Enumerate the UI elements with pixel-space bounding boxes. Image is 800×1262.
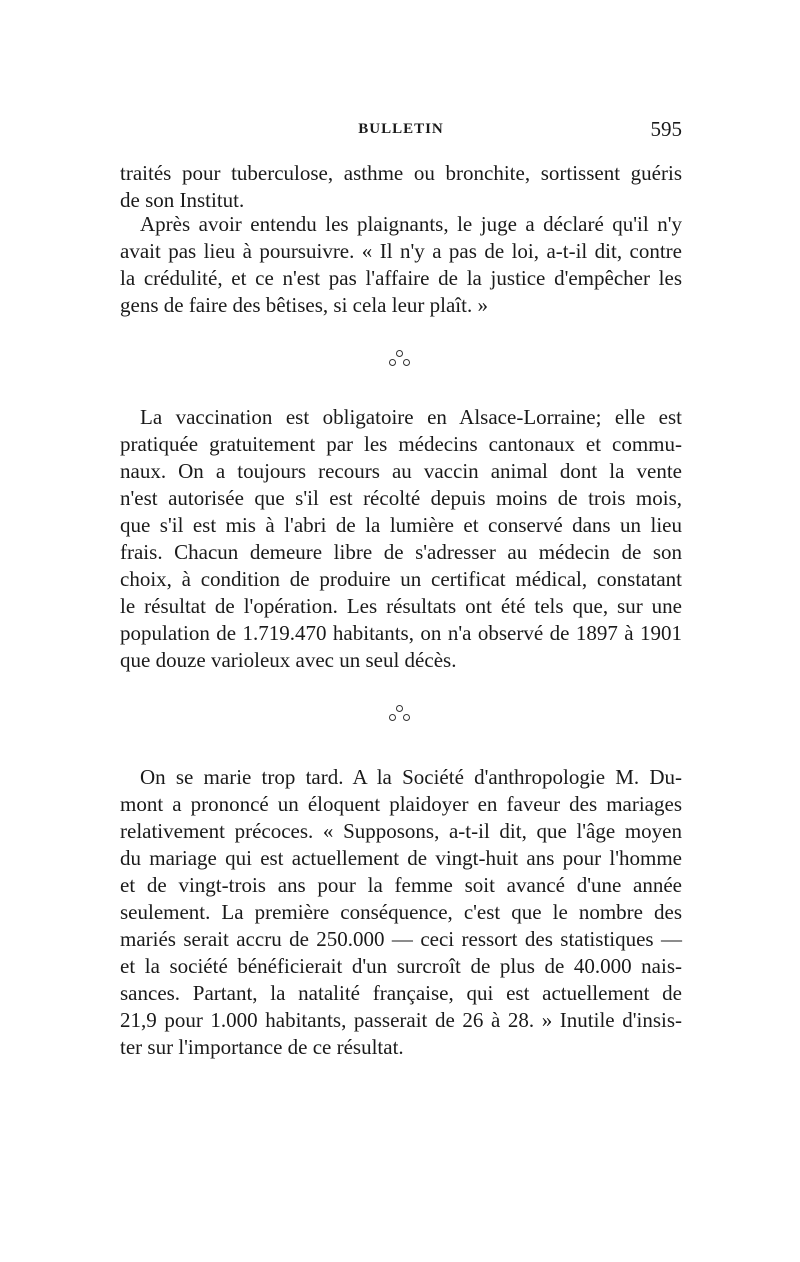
text-line: mariés serait accru de 250.000 — ceci ressort des statistiques — — [120, 927, 682, 951]
text-line: de son Institut. — [120, 188, 245, 212]
text-line: Après avoir entendu les plaignants, le juge a déclaré qu'il n'y — [140, 212, 682, 236]
text-line: traités pour tuberculose, asthme ou bronchite, sortissent guéris — [120, 161, 682, 185]
asterism-divider — [380, 350, 420, 376]
text-line: ter sur l'importance de ce résultat. — [120, 1035, 404, 1059]
text-line: choix, à condition de produire un certificat médical, constatant — [120, 567, 682, 591]
text-line: sances. Partant, la natalité française, qui est actuellement de — [120, 981, 682, 1005]
asterism-divider — [380, 705, 420, 731]
text-line: La vaccination est obligatoire en Alsace-Lorraine; elle est — [140, 405, 682, 429]
text-line: pratiquée gratuitement par les médecins cantonaux et commu- — [120, 432, 682, 456]
text-line: et la société bénéficierait d'un surcroît de plus de 40.000 nais- — [120, 954, 682, 978]
paragraph-judgment — [120, 211, 682, 319]
text-line: naux. On a toujours recours au vaccin animal dont la vente — [120, 459, 682, 483]
text-line: n'est autorisée que s'il est récolté depuis moins de trois mois, — [120, 486, 682, 510]
text-line: 21,9 pour 1.000 habitants, passerait de 26 à 28. » Inutile d'insis- — [120, 1008, 682, 1032]
text-line: que s'il est mis à l'abri de la lumière et conservé dans un lieu — [120, 513, 682, 537]
paragraph-vaccination — [120, 404, 682, 674]
page-number: 595 — [650, 117, 682, 141]
text-line: que douze varioleux avec un seul décès. — [120, 648, 457, 672]
text-line: et de vingt-trois ans pour la femme soit avancé d'une année — [120, 873, 682, 897]
text-line: du mariage qui est actuellement de vingt-huit ans pour l'homme — [120, 846, 682, 870]
text-line: le résultat de l'opération. Les résultats ont été tels que, sur une — [120, 594, 682, 618]
text-line: seulement. La première conséquence, c'est que le nombre des — [120, 900, 682, 924]
text-line: relativement précoces. « Supposons, a-t-il dit, que l'âge moyen — [120, 819, 682, 843]
paragraph-continuation — [120, 160, 682, 214]
paragraph-marriage — [120, 764, 682, 1061]
text-line: frais. Chacun demeure libre de s'adresser au médecin de son — [120, 540, 682, 564]
text-line: la crédulité, et ce n'est pas l'affaire de la justice d'empêcher les — [120, 266, 682, 290]
running-title: BULLETIN — [358, 121, 444, 137]
text-line: population de 1.719.470 habitants, on n'a observé de 1897 à 1901 — [120, 621, 682, 645]
text-line: gens de faire des bêtises, si cela leur plaît. » — [120, 293, 488, 317]
text-line: avait pas lieu à poursuivre. « Il n'y a pas de loi, a-t-il dit, contre — [120, 239, 682, 263]
text-line: mont a prononcé un éloquent plaidoyer en faveur des mariages — [120, 792, 682, 816]
text-line: On se marie trop tard. A la Société d'anthropologie M. Du- — [140, 765, 682, 789]
running-head — [120, 117, 682, 141]
